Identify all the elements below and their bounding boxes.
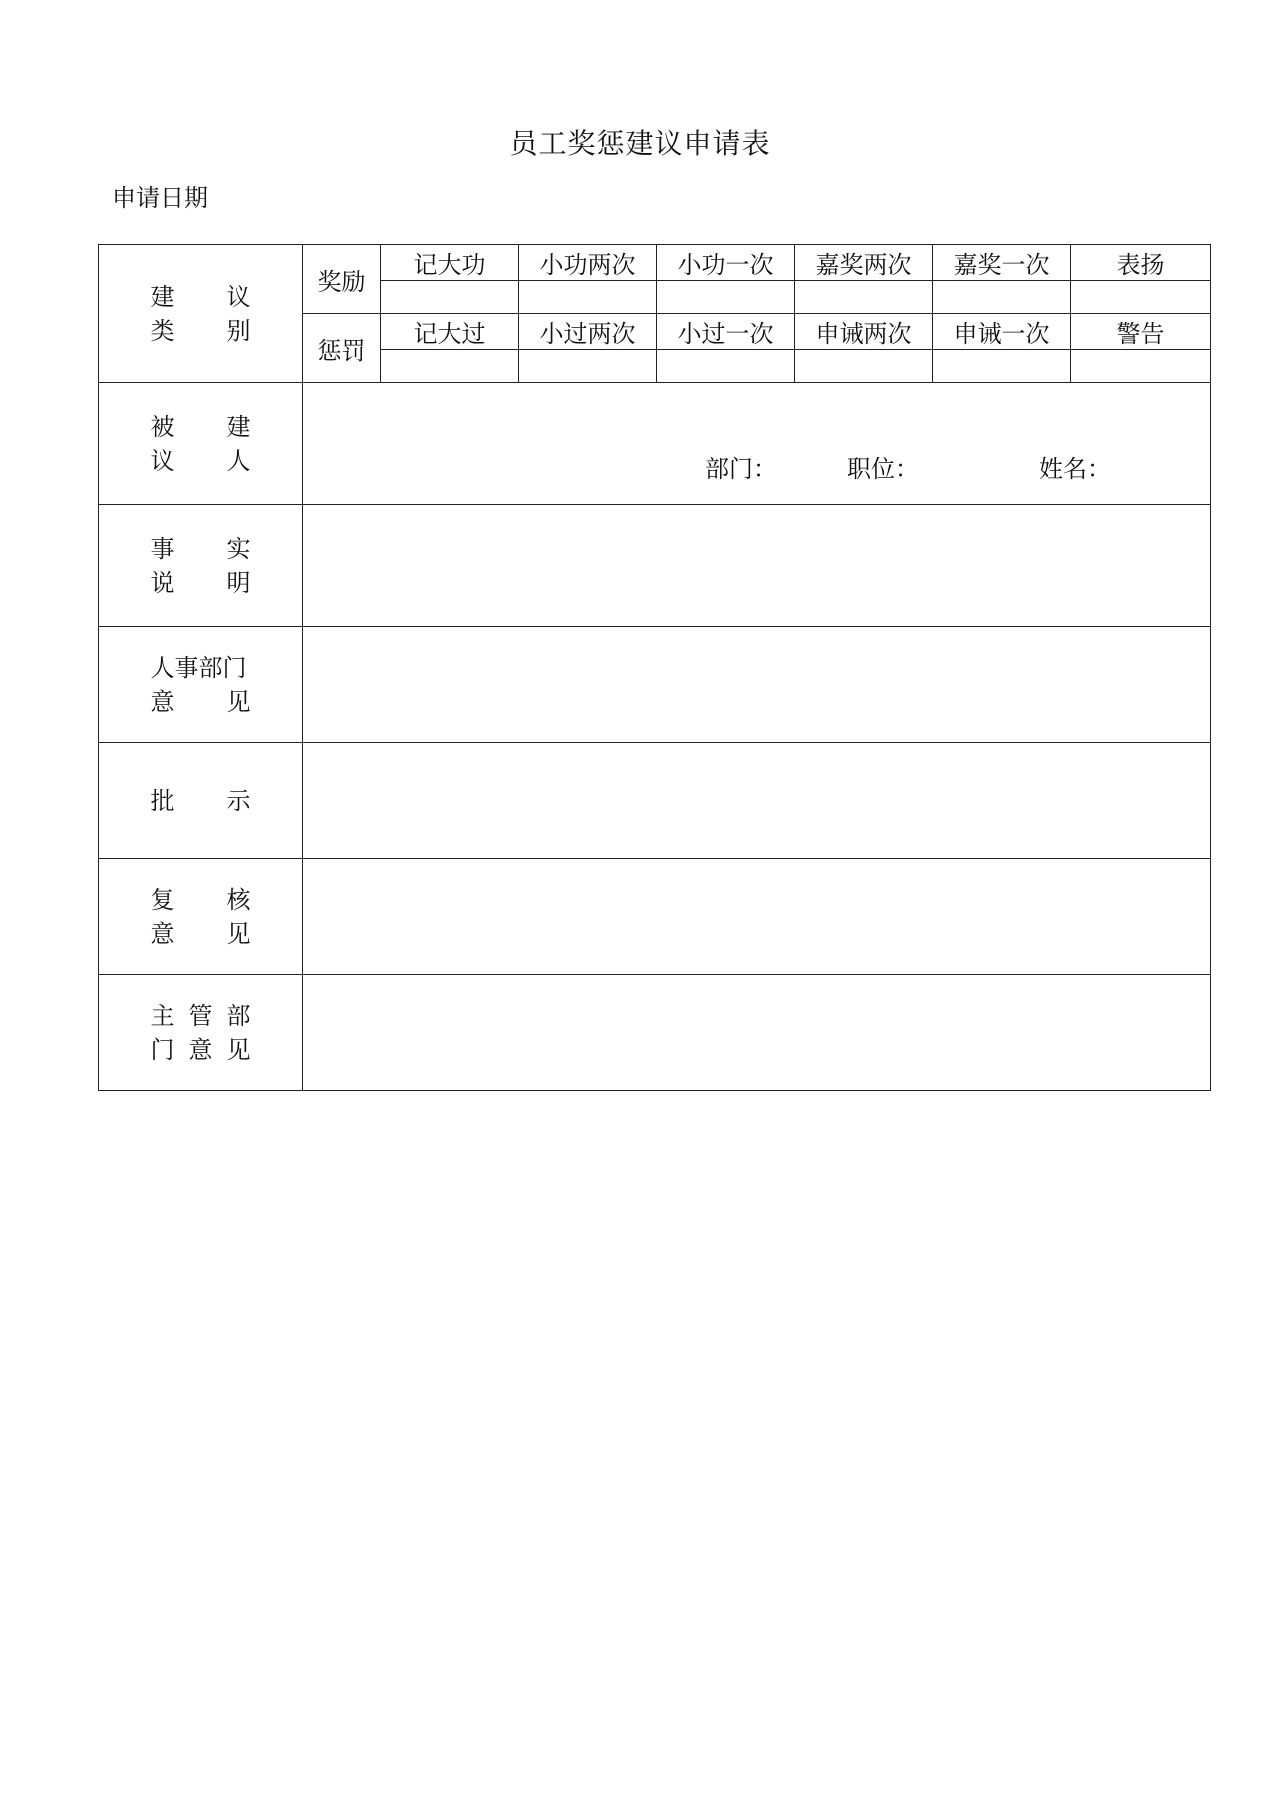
reward-check-cell[interactable] [657, 281, 795, 314]
department-label: 部门： [705, 454, 777, 483]
reward-option: 小功一次 [657, 245, 795, 281]
nominee-info-cell[interactable] [303, 383, 1211, 505]
hr-opinion-row [99, 627, 1211, 743]
supervisor-label: 主 管 部 门 意 见 [99, 975, 303, 1091]
approval-label: 批 示 [99, 743, 303, 859]
position-label: 职位： [847, 454, 919, 483]
approval-row [99, 743, 1211, 859]
reward-label: 奖励 [303, 245, 381, 314]
suggestion-type-label: 建 议 类 别 [99, 245, 303, 383]
reward-option: 表扬 [1071, 245, 1211, 281]
supervisor-field[interactable] [303, 975, 1211, 1091]
reward-option: 嘉奖两次 [795, 245, 933, 281]
punish-option: 警告 [1071, 314, 1211, 350]
reward-options-row [99, 245, 1211, 281]
review-row [99, 859, 1211, 975]
reward-check-cell[interactable] [519, 281, 657, 314]
reward-option: 小功两次 [519, 245, 657, 281]
page-title: 员工奖惩建议申请表 [509, 127, 771, 160]
supervisor-row [99, 975, 1211, 1091]
punish-option: 申诫一次 [933, 314, 1071, 350]
punish-check-cell[interactable] [381, 350, 519, 383]
punish-check-cell[interactable] [657, 350, 795, 383]
review-label: 复 核 意 见 [99, 859, 303, 975]
punish-option: 记大过 [381, 314, 519, 350]
reward-punish-form [98, 244, 1211, 1091]
nominee-row [99, 383, 1211, 505]
punish-check-cell[interactable] [519, 350, 657, 383]
review-field[interactable] [303, 859, 1211, 975]
apply-date-label: 申请日期 [112, 184, 208, 212]
reward-check-cell[interactable] [1071, 281, 1211, 314]
hr-opinion-field[interactable] [303, 627, 1211, 743]
punish-check-cell[interactable] [933, 350, 1071, 383]
facts-label: 事 实 说 明 [99, 505, 303, 627]
facts-field[interactable] [303, 505, 1211, 627]
punish-check-cell[interactable] [795, 350, 933, 383]
punish-option: 申诫两次 [795, 314, 933, 350]
facts-row [99, 505, 1211, 627]
reward-option: 记大功 [381, 245, 519, 281]
reward-check-cell[interactable] [381, 281, 519, 314]
approval-field[interactable] [303, 743, 1211, 859]
reward-check-cell[interactable] [795, 281, 933, 314]
punish-label: 惩罚 [303, 314, 381, 383]
hr-opinion-label: 人事部门 意 见 [99, 627, 303, 743]
punish-option: 小过两次 [519, 314, 657, 350]
name-label: 姓名： [1039, 454, 1111, 483]
nominee-label: 被 建 议 人 [99, 383, 303, 505]
punish-check-cell[interactable] [1071, 350, 1211, 383]
reward-check-cell[interactable] [933, 281, 1071, 314]
reward-option: 嘉奖一次 [933, 245, 1071, 281]
punish-option: 小过一次 [657, 314, 795, 350]
